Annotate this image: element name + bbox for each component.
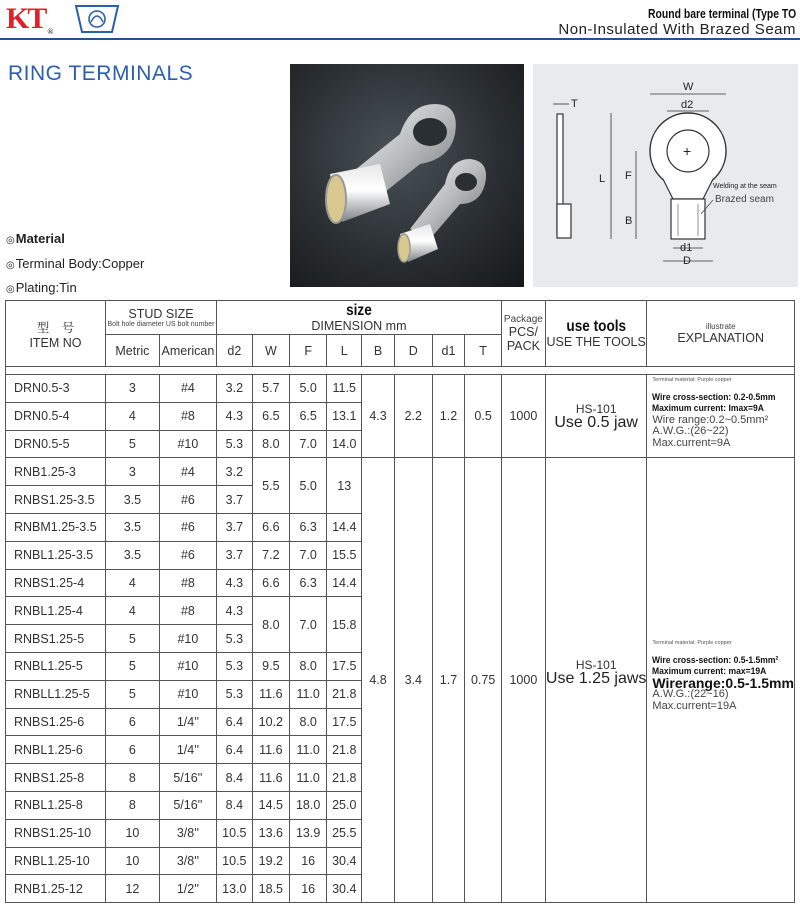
table-cell: 8	[106, 764, 160, 792]
table-cell: 6	[106, 736, 160, 764]
ring-terminal-photo-icon	[290, 64, 524, 287]
table-cell: 14.4	[327, 513, 362, 541]
section-title: RING TERMINALS	[8, 62, 194, 85]
cell-t-group-a: 0.5	[465, 375, 501, 458]
table-cell: 21.8	[327, 736, 362, 764]
table-cell: 4	[106, 569, 160, 597]
table-cell: 18.5	[252, 875, 289, 903]
table-cell: 4.3	[217, 569, 253, 597]
table-cell: 5	[106, 430, 160, 458]
dimension-drawing	[533, 64, 798, 287]
table-cell: 13.1	[327, 402, 362, 430]
header-metric: Metric	[106, 335, 160, 367]
header-l: L	[327, 335, 362, 367]
cell-d1-group-a: 1.2	[432, 375, 465, 458]
brand-badge-icon	[72, 4, 122, 34]
table-cell: 8.0	[290, 708, 327, 736]
spec-table	[5, 300, 795, 903]
svg-text:Brazed seam: Brazed seam	[715, 194, 774, 205]
table-cell: 6.4	[217, 708, 253, 736]
table-cell: RNBS1.25-5	[6, 625, 106, 653]
svg-text:W: W	[683, 81, 694, 93]
table-cell: #6	[159, 486, 216, 514]
header-use-tools: use tools USE THE TOOLS	[545, 301, 647, 367]
table-cell: RNBL1.25-6	[6, 736, 106, 764]
table-cell	[6, 367, 795, 375]
table-cell: 11.5	[327, 375, 362, 403]
table-cell: 12	[106, 875, 160, 903]
spec-body: ◎Terminal Body:Copper	[6, 255, 145, 271]
table-cell: 6.5	[290, 402, 327, 430]
table-cell: 4	[106, 597, 160, 625]
header-divider	[0, 38, 800, 40]
cell-t-group-b: 0.75	[465, 458, 501, 903]
table-row	[6, 458, 795, 486]
table-cell: DRN0.5-5	[6, 430, 106, 458]
table-cell: 6.5	[252, 402, 289, 430]
table-cell: RNBL1.25-4	[6, 597, 106, 625]
table-cell: RNBL1.25-8	[6, 791, 106, 819]
cell-pack-group-a: 1000	[501, 375, 545, 458]
table-cell: RNBL1.25-10	[6, 847, 106, 875]
header-d1: d1	[432, 335, 465, 367]
table-cell: #10	[159, 680, 216, 708]
table-cell: 6.3	[290, 513, 327, 541]
header-b: B	[362, 335, 395, 367]
table-cell: 8.0	[252, 430, 289, 458]
table-cell: 30.4	[327, 875, 362, 903]
table-cell: 3.5	[106, 486, 160, 514]
table-cell: 6.4	[217, 736, 253, 764]
table-cell: 5.5	[252, 458, 289, 514]
table-cell: 6	[106, 708, 160, 736]
material-specs	[6, 228, 144, 302]
table-cell: #4	[159, 375, 216, 403]
table-cell: 3/8''	[159, 847, 216, 875]
table-cell: 3	[106, 375, 160, 403]
table-cell: 13.0	[217, 875, 253, 903]
table-cell: 1/2''	[159, 875, 216, 903]
svg-text:d2: d2	[681, 99, 694, 111]
table-cell: 5.0	[290, 375, 327, 403]
header-title-cn: Round bare terminal (Type TO	[647, 6, 796, 21]
bullet-icon: ◎	[6, 259, 15, 271]
table-cell: 10.2	[252, 708, 289, 736]
table-cell: 8.0	[252, 597, 289, 653]
table-cell: 11.0	[290, 680, 327, 708]
table-cell: 7.2	[252, 541, 289, 569]
header-d: D	[394, 335, 432, 367]
table-cell: 8.4	[217, 791, 253, 819]
table-cell: 5	[106, 652, 160, 680]
table-cell: 4.3	[217, 402, 253, 430]
table-cell: 3.5	[106, 513, 160, 541]
table-cell: #10	[159, 430, 216, 458]
header-f: F	[290, 335, 327, 367]
svg-text:F: F	[625, 170, 632, 182]
svg-text:+: +	[683, 143, 692, 159]
table-cell: 25.0	[327, 791, 362, 819]
table-cell: 3	[106, 458, 160, 486]
table-cell: 18.0	[290, 791, 327, 819]
kt-logo: KT ®	[6, 2, 52, 36]
table-cell: 21.8	[327, 680, 362, 708]
table-cell: 11.6	[252, 764, 289, 792]
table-cell: 5.3	[217, 625, 253, 653]
header-dimension: size DIMENSION mm	[217, 301, 502, 335]
svg-text:d1: d1	[680, 242, 693, 254]
table-cell: 1/4''	[159, 708, 216, 736]
table-cell: 13.6	[252, 819, 289, 847]
table-cell: RNBS1.25-10	[6, 819, 106, 847]
header-title-en: Non-Insulated With Brazed Seam	[558, 21, 796, 38]
table-cell: 3.7	[217, 486, 253, 514]
table-cell: 5/16''	[159, 791, 216, 819]
table-cell: 3/8''	[159, 819, 216, 847]
table-cell: 8	[106, 791, 160, 819]
table-cell: 10	[106, 847, 160, 875]
table-cell: RNB1.25-3	[6, 458, 106, 486]
cell-tools-group-b: HS-101 Use 1.25 jaws	[545, 458, 647, 903]
table-cell: 7.0	[290, 541, 327, 569]
cell-explanation-group-a: Terminal material: Purple copper Wire cross-section: 0.2-0.5mm Maximum current: Imax=9A Wire range:0.2~0.5mm² A.W.G.:(26~22) Max.current=9A	[647, 375, 795, 458]
table-cell: 7.0	[290, 430, 327, 458]
table-cell: 10	[106, 819, 160, 847]
table-cell: 4	[106, 402, 160, 430]
table-cell: 5.0	[290, 458, 327, 514]
table-row	[6, 375, 795, 403]
header-american: American	[159, 335, 216, 367]
table-cell: 13	[327, 458, 362, 514]
table-cell: 6.6	[252, 513, 289, 541]
table-cell: 14.4	[327, 569, 362, 597]
header-w: W	[252, 335, 289, 367]
header-explanation: illustrate EXPLANATION	[647, 301, 795, 367]
table-cell: #6	[159, 541, 216, 569]
svg-text:B: B	[625, 215, 633, 227]
table-cell: 3.5	[106, 541, 160, 569]
table-cell: 8.4	[217, 764, 253, 792]
svg-text:Welding at the seam: Welding at the seam	[713, 183, 777, 190]
table-cell: 14.0	[327, 430, 362, 458]
table-cell: 5.7	[252, 375, 289, 403]
cell-d-group-b: 3.4	[394, 458, 432, 903]
table-cell: 6.3	[290, 569, 327, 597]
header-t: T	[465, 335, 501, 367]
table-cell: 11.0	[290, 736, 327, 764]
table-cell: 11.6	[252, 736, 289, 764]
terminal-schematic-icon	[533, 64, 798, 287]
page-header	[0, 0, 800, 44]
table-cell: 11.0	[290, 764, 327, 792]
table-cell: 14.5	[252, 791, 289, 819]
table-cell: #8	[159, 402, 216, 430]
bullet-icon: ◎	[6, 235, 15, 246]
table-cell: #10	[159, 652, 216, 680]
table-cell: RNBS1.25-6	[6, 708, 106, 736]
table-cell: RNBS1.25-4	[6, 569, 106, 597]
table-cell: RNBLL1.25-5	[6, 680, 106, 708]
cell-tools-group-a: HS-101 Use 0.5 jaw	[545, 375, 647, 458]
table-cell: 10.5	[217, 819, 253, 847]
table-cell: RNBL1.25-5	[6, 652, 106, 680]
table-cell: 5	[106, 680, 160, 708]
header-item-no: 型 号 ITEM NO	[6, 301, 106, 367]
cell-pack-group-b: 1000	[501, 458, 545, 903]
table-cell: RNB1.25-12	[6, 875, 106, 903]
table-cell: #4	[159, 458, 216, 486]
table-cell: 5.3	[217, 430, 253, 458]
cell-b-group-b: 4.8	[362, 458, 395, 903]
product-photo	[290, 64, 524, 287]
table-cell: 11.6	[252, 680, 289, 708]
table-cell: 1/4''	[159, 736, 216, 764]
svg-text:L: L	[599, 173, 606, 185]
spec-plating: ◎Plating:Tin	[6, 280, 77, 295]
table-cell: 3.2	[217, 375, 253, 403]
svg-text:T: T	[571, 98, 578, 110]
table-cell: 3.7	[217, 513, 253, 541]
header-stud-size: STUD SIZE Bolt hole diameter US bolt number	[106, 301, 217, 335]
table-cell: 10.5	[217, 847, 253, 875]
table-cell: #10	[159, 625, 216, 653]
cell-d-group-a: 2.2	[394, 375, 432, 458]
table-cell: 13.9	[290, 819, 327, 847]
table-cell: RNBS1.25-8	[6, 764, 106, 792]
svg-text:D: D	[683, 255, 691, 267]
header-pcs-pack: Package PCS/ PACK	[501, 301, 545, 367]
table-cell: 5	[106, 625, 160, 653]
table-cell: 3.7	[217, 541, 253, 569]
table-cell: RNBL1.25-3.5	[6, 541, 106, 569]
table-cell: #8	[159, 569, 216, 597]
table-cell: 5.3	[217, 652, 253, 680]
cell-explanation-group-b: Terminal material: Purple copper Wire cross-section: 0.5-1.5mm² Maximum current: max=19A Wirerange:0.5-1.5mm A.W.G.:(22~16) Max.current=19A	[647, 458, 795, 903]
table-cell: 7.0	[290, 597, 327, 653]
table-cell: RNBM1.25-3.5	[6, 513, 106, 541]
table-cell: #6	[159, 513, 216, 541]
table-cell: 5.3	[217, 680, 253, 708]
table-cell: 8.0	[290, 652, 327, 680]
table-cell: DRN0.5-4	[6, 402, 106, 430]
table-cell: #8	[159, 597, 216, 625]
spec-material: ◎Material	[6, 231, 65, 246]
table-cell: RNBS1.25-3.5	[6, 486, 106, 514]
table-cell: 25.5	[327, 819, 362, 847]
table-cell: 4.3	[217, 597, 253, 625]
table-cell: 21.8	[327, 764, 362, 792]
table-cell: 16	[290, 875, 327, 903]
cell-b-group-a: 4.3	[362, 375, 395, 458]
table-cell: 5/16''	[159, 764, 216, 792]
header-d2: d2	[217, 335, 253, 367]
table-cell: 30.4	[327, 847, 362, 875]
table-cell: 15.8	[327, 597, 362, 653]
table-cell: 15.5	[327, 541, 362, 569]
table-cell: 16	[290, 847, 327, 875]
cell-d1-group-b: 1.7	[432, 458, 465, 903]
table-cell: 9.5	[252, 652, 289, 680]
table-cell: 19.2	[252, 847, 289, 875]
table-cell: 17.5	[327, 708, 362, 736]
table-cell: 17.5	[327, 652, 362, 680]
table-cell: 3.2	[217, 458, 253, 486]
bullet-icon: ◎	[6, 284, 15, 295]
table-cell: DRN0.5-3	[6, 375, 106, 403]
table-cell: 6.6	[252, 569, 289, 597]
